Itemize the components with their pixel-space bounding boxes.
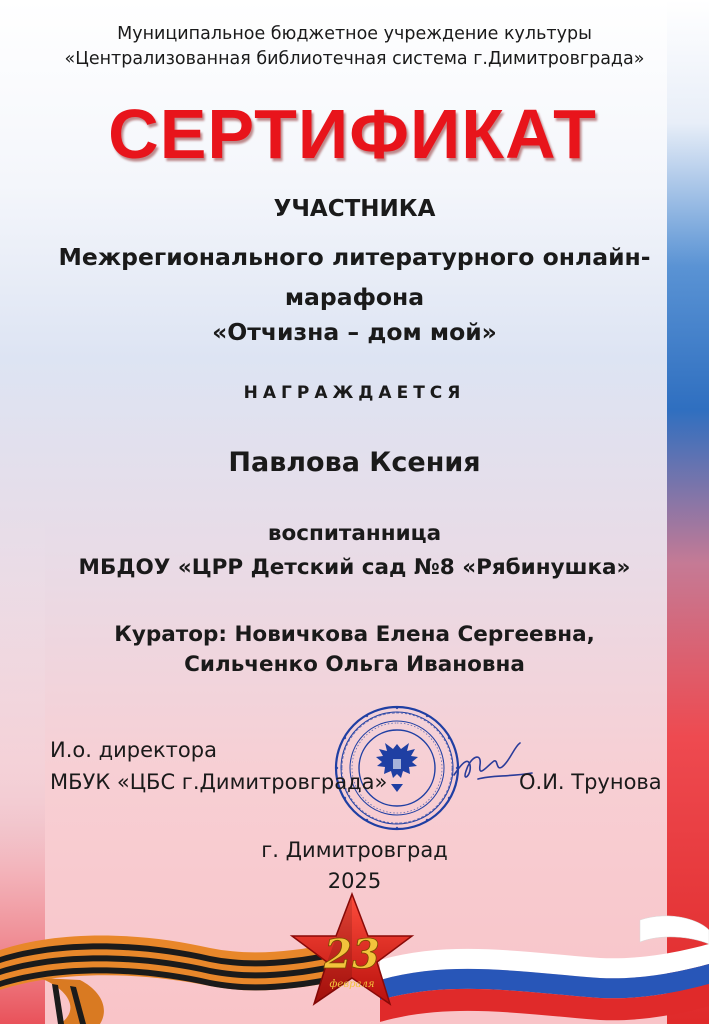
- event-line-1: Межрегионального литературного онлайн-: [58, 243, 651, 271]
- official-seal-stamp: [333, 704, 461, 832]
- signatory-position-line-2: МБУК «ЦБС г.Димитровграда»: [50, 770, 388, 794]
- year: 2025: [327, 869, 382, 893]
- event-line-3: «Отчизна – дом мой»: [212, 318, 497, 346]
- curator-line-1: Куратор: Новичкова Елена Сергеевна,: [114, 622, 595, 647]
- recipient-name: Павлова Ксения: [228, 447, 481, 478]
- certificate-subtitle: УЧАСТНИКА: [273, 196, 436, 222]
- st-george-ribbon: [0, 936, 334, 1024]
- city: г. Димитровград: [261, 838, 448, 862]
- certificate-title: СЕРТИФИКАТ: [108, 95, 597, 173]
- emblem-caption: февраля: [329, 979, 375, 990]
- signatory-name: О.И. Трунова: [519, 770, 662, 794]
- organization-line-1: Муниципальное бюджетное учреждение культуры: [117, 24, 592, 44]
- emblem-number: 23: [324, 931, 380, 978]
- organization-line-2: «Централизованная библиотечная система г.Димитровграда»: [64, 49, 645, 69]
- event-line-2: марафона: [284, 283, 425, 311]
- russian-flag-ribbon: [380, 916, 709, 1022]
- curator-line-2: Сильченко Ольга Ивановна: [184, 652, 525, 677]
- signatory-position-line-1: И.о. директора: [50, 738, 217, 762]
- awarded-label: НАГРАЖДАЕТСЯ: [243, 383, 466, 403]
- recipient-role: воспитанница: [267, 521, 442, 546]
- recipient-institution: МБДОУ «ЦРР Детский сад №8 «Рябинушка»: [78, 555, 631, 580]
- bottom-decoration: [0, 890, 709, 1024]
